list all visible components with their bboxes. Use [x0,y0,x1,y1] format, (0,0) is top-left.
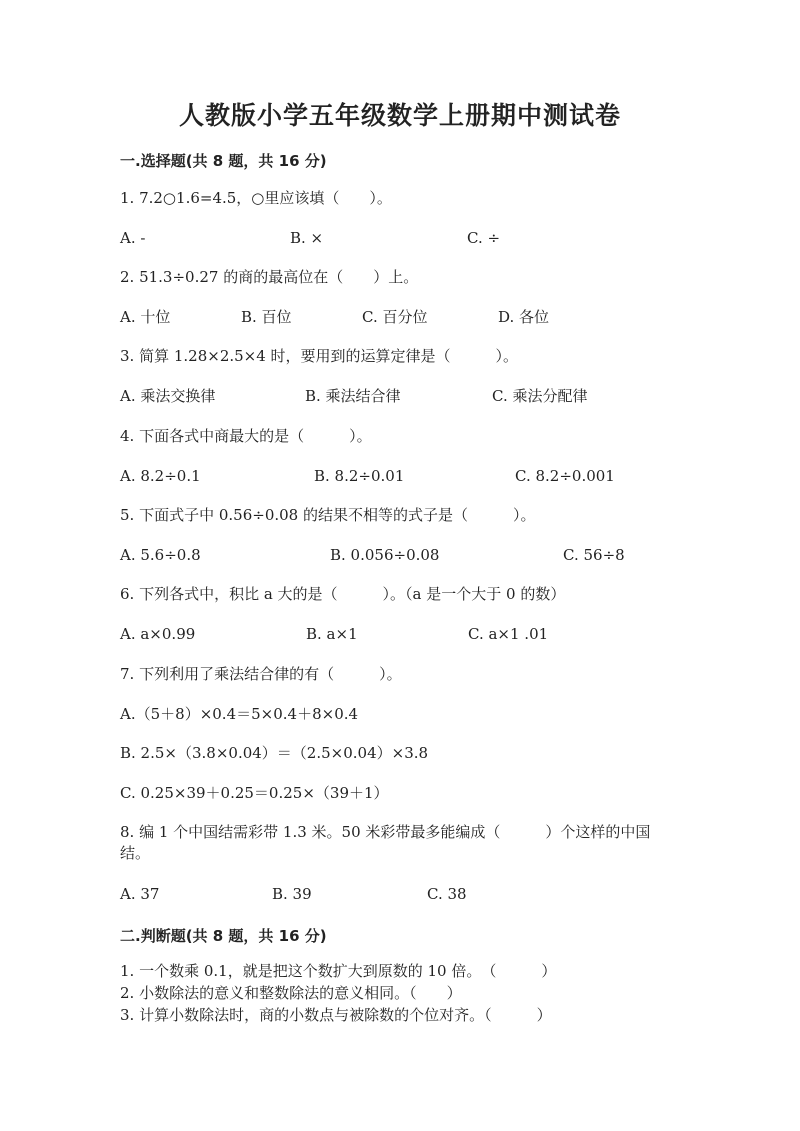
judge-item-3: 3. 计算小数除法时，商的小数点与被除数的个位对齐。（ ） [120,1006,552,1024]
q4-option-a: A. 8.2÷0.1 [120,467,201,485]
judge-item-1: 1. 一个数乘 0.1，就是把这个数扩大到原数的 10 倍。 （ ） [120,962,557,980]
q4-option-c: C. 8.2÷0.001 [515,467,615,485]
q7-option-a: A.（5＋8）×0.4＝5×0.4＋8×0.4 [120,705,359,723]
q6-option-a: A. a×0.99 [120,625,196,643]
section-heading-choice: 一.选择题(共 8 题，共 16 分) [120,152,327,170]
q1-option-c: C. ÷ [467,229,501,247]
question-7: 7. 下列利用了乘法结合律的有（ ）。 [120,665,402,683]
q6-option-b: B. a×1 [306,625,358,643]
question-5: 5. 下面式子中 0.56÷0.08 的结果不相等的式子是（ ）。 [120,506,536,524]
q3-option-a: A. 乘法交换律 [120,387,216,405]
q7-option-c: C. 0.25×39＋0.25＝0.25×（39＋1） [120,784,389,802]
q5-option-a: A. 5.6÷0.8 [120,546,201,564]
section-heading-judge: 二.判断题(共 8 题，共 16 分) [120,927,327,945]
q1-option-a: A. - [120,229,146,247]
q3-option-b: B. 乘法结合律 [305,387,401,405]
q8-option-b: B. 39 [272,885,312,903]
q8-option-a: A. 37 [120,885,160,903]
q2-option-c: C. 百分位 [362,308,428,326]
q5-option-b: B. 0.056÷0.08 [330,546,440,564]
q6-option-c: C. a×1 .01 [468,625,549,643]
q2-option-a: A. 十位 [120,308,171,326]
q2-option-b: B. 百位 [241,308,292,326]
q1-option-b: B. × [290,229,324,247]
question-1: 1. 7.2○1.6=4.5，○里应该填（ ）。 [120,189,392,207]
q8-option-c: C. 38 [427,885,467,903]
question-4: 4. 下面各式中商最大的是（ ）。 [120,427,372,445]
question-3: 3. 简算 1.28×2.5×4 时，要用到的运算定律是（ ）。 [120,347,519,365]
question-6: 6. 下列各式中，积比 a 大的是（ ）。（a 是一个大于 0 的数） [120,585,566,603]
judge-item-2: 2. 小数除法的意义和整数除法的意义相同。（ ） [120,984,462,1002]
question-2: 2. 51.3÷0.27 的商的最高位在（ ）上。 [120,268,419,286]
q7-option-b: B. 2.5×（3.8×0.04）＝（2.5×0.04）×3.8 [120,744,429,762]
q3-option-c: C. 乘法分配律 [492,387,588,405]
q4-option-b: B. 8.2÷0.01 [314,467,405,485]
q2-option-d: D. 各位 [498,308,550,326]
q5-option-c: C. 56÷8 [563,546,625,564]
page-title: 人教版小学五年级数学上册期中测试卷 [178,101,621,130]
question-8: 8. 编 1 个中国结需彩带 1.3 米。50 米彩带最多能编成（ ）个这样的中国结。 [120,823,651,862]
